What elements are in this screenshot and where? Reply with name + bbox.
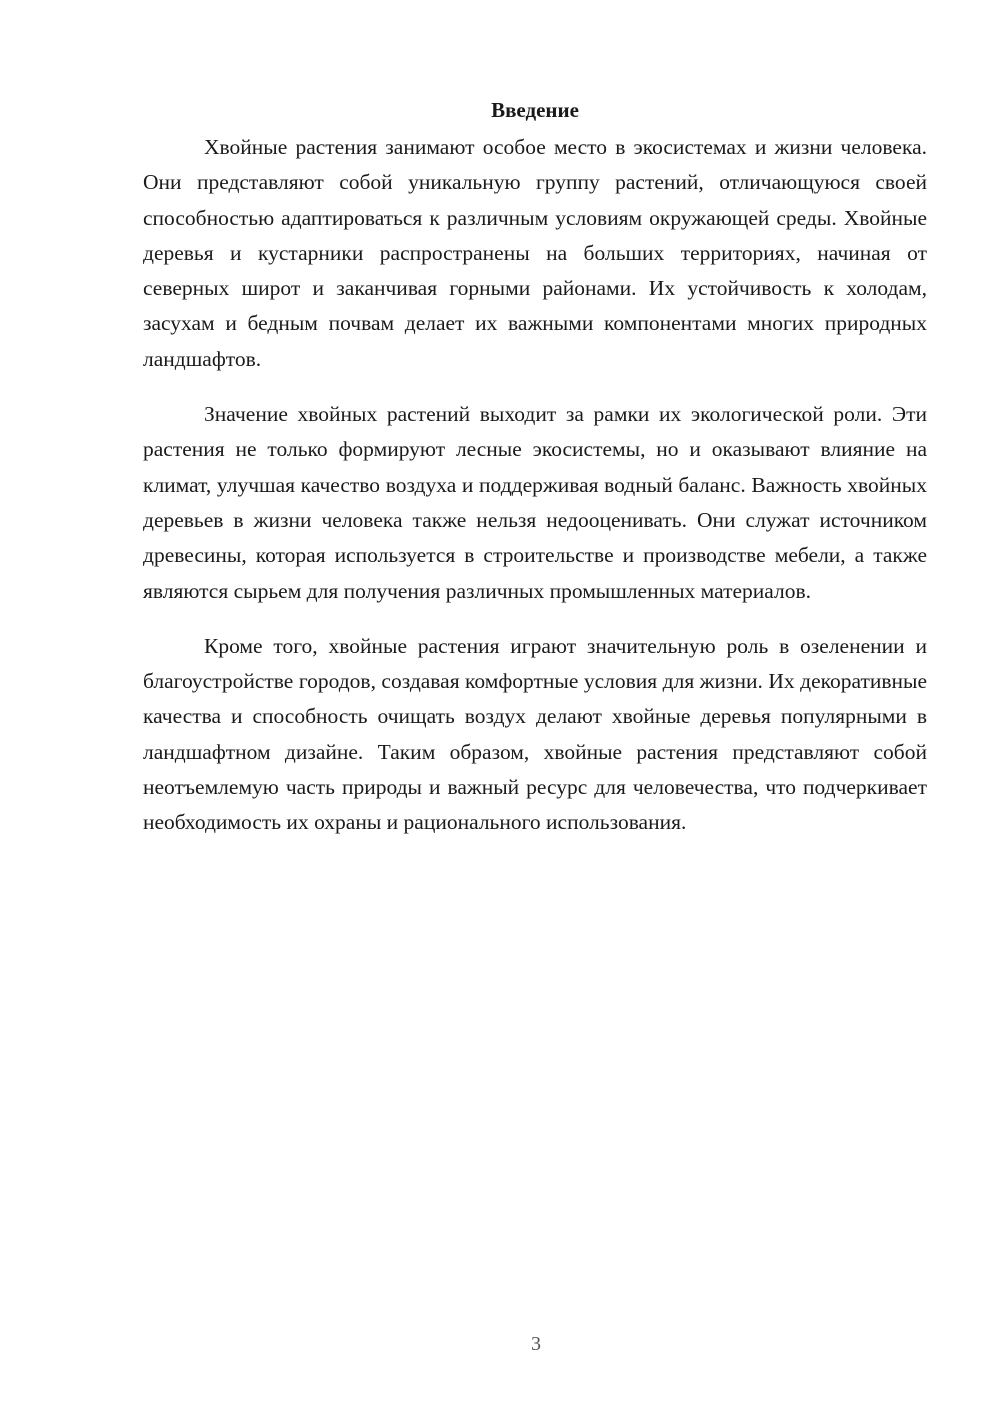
section-heading: Введение xyxy=(491,98,579,122)
paragraph-2: Значение хвойных растений выходит за рамки их экологической роли. Эти растения не только формируют лесные экосистемы, но и оказывают влияние на климат, улучшая качество воздуха и поддерживая водный баланс. Важность хвойных деревьев в жизни человека также нельзя недооценивать. Они служат источником древесины, которая используется в строительстве и производстве мебели, а также являются сырьем для получения различных промышленных материалов. xyxy=(143,402,927,603)
page-content xyxy=(143,92,927,841)
paragraph-1: Хвойные растения занимают особое место в экосистемах и жизни человека. Они представляют собой уникальную группу растений, отличающуюся своей способностью адаптироваться к различным условиям окружающей среды. Хвойные деревья и кустарники распространены на больших территориях, начиная от северных широт и заканчивая горными районами. Их устойчивость к холодам, засухам и бедным почвам делает их важными компонентами многих природных ландшафтов. xyxy=(143,135,927,371)
page-number: 3 xyxy=(531,1333,541,1355)
paragraph-3: Кроме того, хвойные растения играют значительную роль в озеленении и благоустройстве городов, создавая комфортные условия для жизни. Их декоративные качества и способность очищать воздух делают хвойные деревья популярными в ландшафтном дизайне. Таким образом, хвойные растения представляют собой неотъемлемую часть природы и важный ресурс для человечества, что подчеркивает необходимость их охраны и рационального использования. xyxy=(143,633,927,835)
